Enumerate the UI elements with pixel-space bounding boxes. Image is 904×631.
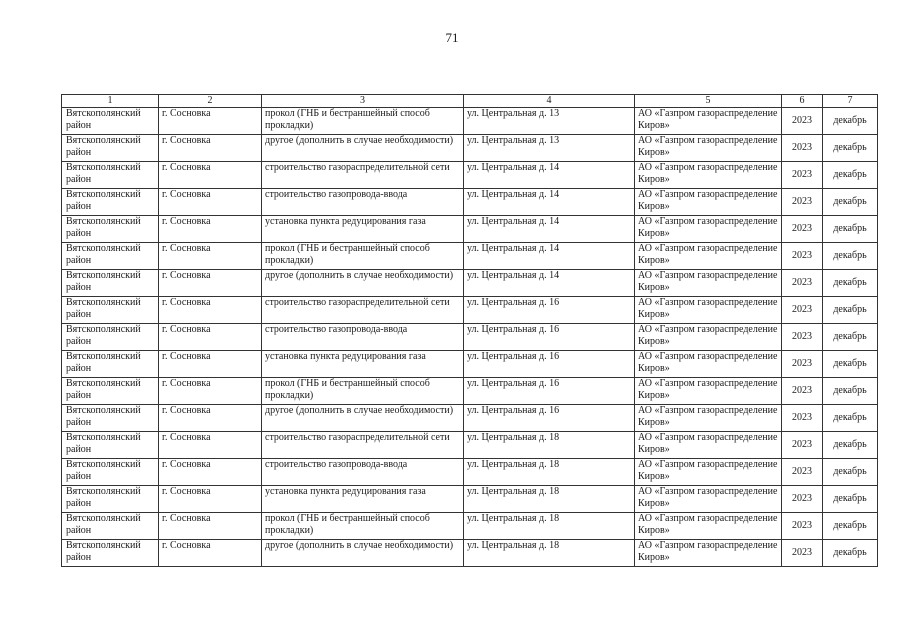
cell-month: декабрь [823, 297, 878, 324]
cell-organization: АО «Газпром газораспределение Киров» [635, 351, 782, 378]
table-body [62, 108, 878, 567]
cell-address: ул. Центральная д. 18 [464, 513, 635, 540]
cell-locality: г. Сосновка [159, 324, 262, 351]
cell-organization: АО «Газпром газораспределение Киров» [635, 405, 782, 432]
cell-organization: АО «Газпром газораспределение Киров» [635, 459, 782, 486]
cell-year: 2023 [782, 270, 823, 297]
cell-locality: г. Сосновка [159, 162, 262, 189]
cell-work-type: строительство газораспределительной сети [262, 162, 464, 189]
cell-year: 2023 [782, 297, 823, 324]
table-row [62, 162, 878, 189]
cell-work-type: установка пункта редуцирования газа [262, 216, 464, 243]
cell-work-type: другое (дополнить в случае необходимости) [262, 270, 464, 297]
cell-locality: г. Сосновка [159, 297, 262, 324]
cell-year: 2023 [782, 135, 823, 162]
cell-locality: г. Сосновка [159, 216, 262, 243]
cell-month: декабрь [823, 108, 878, 135]
table-row [62, 351, 878, 378]
cell-locality: г. Сосновка [159, 189, 262, 216]
cell-work-type: установка пункта редуцирования газа [262, 486, 464, 513]
cell-month: декабрь [823, 324, 878, 351]
cell-district: Вятскополянский район [62, 297, 159, 324]
cell-district: Вятскополянский район [62, 405, 159, 432]
cell-address: ул. Центральная д. 14 [464, 162, 635, 189]
cell-work-type: строительство газопровода-ввода [262, 324, 464, 351]
cell-locality: г. Сосновка [159, 432, 262, 459]
table-row [62, 378, 878, 405]
cell-year: 2023 [782, 432, 823, 459]
table-row [62, 513, 878, 540]
cell-address: ул. Центральная д. 18 [464, 540, 635, 567]
cell-work-type: прокол (ГНБ и бестраншейный способ прокладки) [262, 378, 464, 405]
column-header-2: 2 [159, 95, 262, 108]
cell-district: Вятскополянский район [62, 378, 159, 405]
cell-district: Вятскополянский район [62, 108, 159, 135]
page-number: 71 [445, 30, 459, 45]
table-row [62, 108, 878, 135]
cell-year: 2023 [782, 108, 823, 135]
cell-address: ул. Центральная д. 14 [464, 243, 635, 270]
cell-month: декабрь [823, 405, 878, 432]
table-row [62, 216, 878, 243]
cell-address: ул. Центральная д. 14 [464, 189, 635, 216]
cell-district: Вятскополянский район [62, 486, 159, 513]
cell-year: 2023 [782, 243, 823, 270]
column-header-1: 1 [62, 95, 159, 108]
cell-organization: АО «Газпром газораспределение Киров» [635, 270, 782, 297]
cell-month: декабрь [823, 243, 878, 270]
cell-locality: г. Сосновка [159, 486, 262, 513]
cell-organization: АО «Газпром газораспределение Киров» [635, 216, 782, 243]
cell-address: ул. Центральная д. 18 [464, 486, 635, 513]
cell-organization: АО «Газпром газораспределение Киров» [635, 486, 782, 513]
cell-address: ул. Центральная д. 16 [464, 324, 635, 351]
cell-locality: г. Сосновка [159, 351, 262, 378]
cell-work-type: прокол (ГНБ и бестраншейный способ прокладки) [262, 243, 464, 270]
cell-organization: АО «Газпром газораспределение Киров» [635, 378, 782, 405]
cell-organization: АО «Газпром газораспределение Киров» [635, 432, 782, 459]
column-header-3: 3 [262, 95, 464, 108]
cell-district: Вятскополянский район [62, 459, 159, 486]
cell-month: декабрь [823, 513, 878, 540]
register-table [61, 94, 878, 567]
cell-district: Вятскополянский район [62, 189, 159, 216]
table-row [62, 459, 878, 486]
cell-month: декабрь [823, 378, 878, 405]
cell-work-type: другое (дополнить в случае необходимости) [262, 405, 464, 432]
cell-address: ул. Центральная д. 13 [464, 135, 635, 162]
cell-organization: АО «Газпром газораспределение Киров» [635, 135, 782, 162]
cell-locality: г. Сосновка [159, 540, 262, 567]
column-header-5: 5 [635, 95, 782, 108]
cell-address: ул. Центральная д. 14 [464, 270, 635, 297]
cell-organization: АО «Газпром газораспределение Киров» [635, 162, 782, 189]
cell-district: Вятскополянский район [62, 324, 159, 351]
cell-address: ул. Центральная д. 13 [464, 108, 635, 135]
cell-address: ул. Центральная д. 16 [464, 351, 635, 378]
cell-work-type: прокол (ГНБ и бестраншейный способ прокладки) [262, 513, 464, 540]
cell-organization: АО «Газпром газораспределение Киров» [635, 540, 782, 567]
cell-address: ул. Центральная д. 16 [464, 297, 635, 324]
cell-work-type: строительство газораспределительной сети [262, 297, 464, 324]
cell-address: ул. Центральная д. 16 [464, 405, 635, 432]
cell-work-type: строительство газопровода-ввода [262, 189, 464, 216]
cell-locality: г. Сосновка [159, 378, 262, 405]
cell-month: декабрь [823, 189, 878, 216]
cell-address: ул. Центральная д. 16 [464, 378, 635, 405]
cell-locality: г. Сосновка [159, 459, 262, 486]
table-row [62, 297, 878, 324]
cell-year: 2023 [782, 216, 823, 243]
table-row [62, 189, 878, 216]
table-row [62, 432, 878, 459]
cell-locality: г. Сосновка [159, 135, 262, 162]
cell-month: декабрь [823, 459, 878, 486]
cell-month: декабрь [823, 486, 878, 513]
cell-locality: г. Сосновка [159, 513, 262, 540]
cell-organization: АО «Газпром газораспределение Киров» [635, 243, 782, 270]
cell-month: декабрь [823, 270, 878, 297]
cell-organization: АО «Газпром газораспределение Киров» [635, 108, 782, 135]
table-row [62, 324, 878, 351]
cell-month: декабрь [823, 162, 878, 189]
cell-district: Вятскополянский район [62, 351, 159, 378]
cell-month: декабрь [823, 216, 878, 243]
table-row [62, 486, 878, 513]
cell-district: Вятскополянский район [62, 270, 159, 297]
cell-district: Вятскополянский район [62, 162, 159, 189]
cell-year: 2023 [782, 486, 823, 513]
cell-work-type: строительство газопровода-ввода [262, 459, 464, 486]
table-row [62, 135, 878, 162]
cell-district: Вятскополянский район [62, 513, 159, 540]
cell-work-type: другое (дополнить в случае необходимости) [262, 540, 464, 567]
cell-district: Вятскополянский район [62, 135, 159, 162]
cell-year: 2023 [782, 459, 823, 486]
cell-organization: АО «Газпром газораспределение Киров» [635, 189, 782, 216]
cell-organization: АО «Газпром газораспределение Киров» [635, 513, 782, 540]
table-row [62, 405, 878, 432]
table-row [62, 540, 878, 567]
cell-work-type: строительство газораспределительной сети [262, 432, 464, 459]
cell-year: 2023 [782, 189, 823, 216]
cell-district: Вятскополянский район [62, 432, 159, 459]
cell-locality: г. Сосновка [159, 243, 262, 270]
cell-locality: г. Сосновка [159, 108, 262, 135]
table-header [62, 95, 878, 108]
cell-locality: г. Сосновка [159, 405, 262, 432]
cell-organization: АО «Газпром газораспределение Киров» [635, 297, 782, 324]
cell-month: декабрь [823, 351, 878, 378]
cell-address: ул. Центральная д. 18 [464, 459, 635, 486]
cell-month: декабрь [823, 135, 878, 162]
cell-address: ул. Центральная д. 18 [464, 432, 635, 459]
cell-month: декабрь [823, 432, 878, 459]
cell-year: 2023 [782, 540, 823, 567]
cell-address: ул. Центральная д. 14 [464, 216, 635, 243]
table-row [62, 270, 878, 297]
cell-work-type: установка пункта редуцирования газа [262, 351, 464, 378]
cell-year: 2023 [782, 162, 823, 189]
cell-year: 2023 [782, 513, 823, 540]
cell-work-type: прокол (ГНБ и бестраншейный способ прокладки) [262, 108, 464, 135]
cell-year: 2023 [782, 324, 823, 351]
cell-year: 2023 [782, 405, 823, 432]
column-header-6: 6 [782, 95, 823, 108]
cell-year: 2023 [782, 378, 823, 405]
column-header-4: 4 [464, 95, 635, 108]
cell-district: Вятскополянский район [62, 216, 159, 243]
header-row [62, 95, 878, 108]
cell-locality: г. Сосновка [159, 270, 262, 297]
cell-month: декабрь [823, 540, 878, 567]
column-header-7: 7 [823, 95, 878, 108]
cell-year: 2023 [782, 351, 823, 378]
table-row [62, 243, 878, 270]
cell-district: Вятскополянский район [62, 243, 159, 270]
cell-organization: АО «Газпром газораспределение Киров» [635, 324, 782, 351]
cell-district: Вятскополянский район [62, 540, 159, 567]
cell-work-type: другое (дополнить в случае необходимости) [262, 135, 464, 162]
